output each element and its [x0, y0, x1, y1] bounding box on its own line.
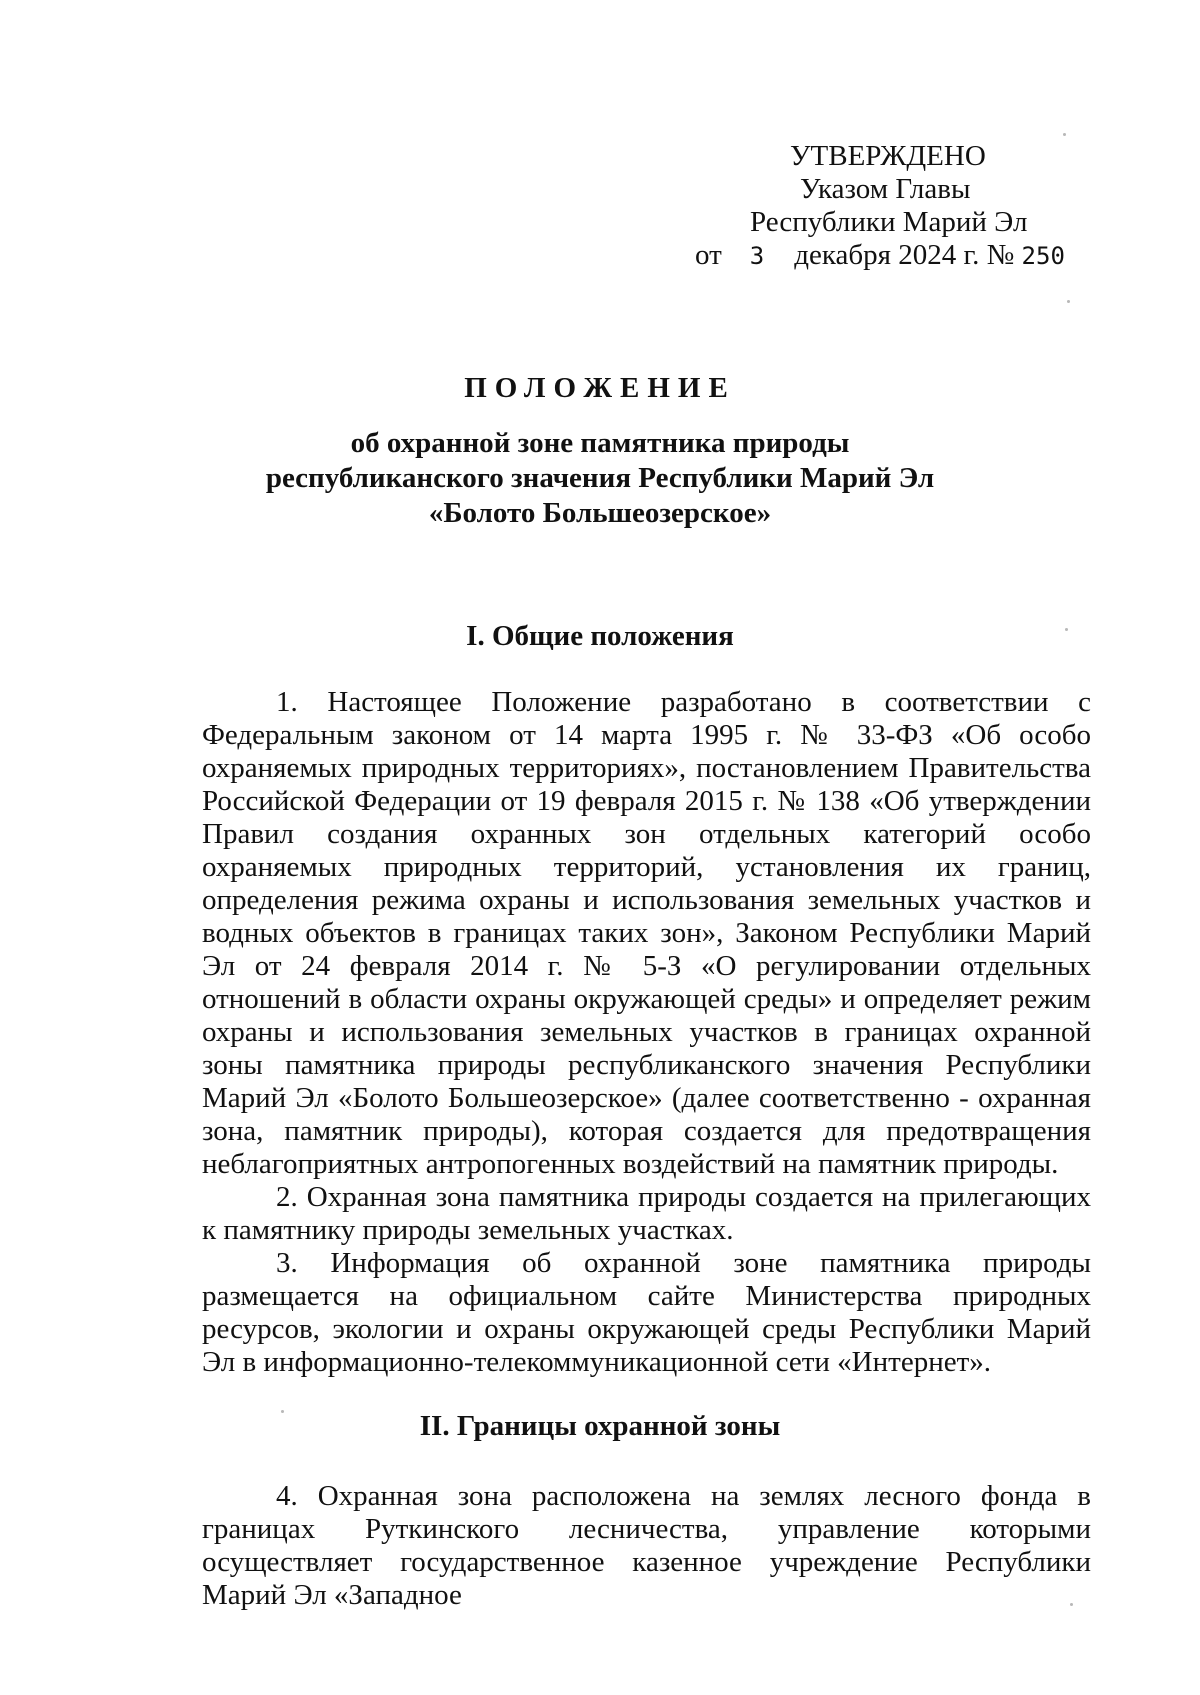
approval-stamp: [680, 140, 1080, 273]
subtitle-line-2: республиканского значения Республики Марий Эл: [265, 462, 935, 494]
section-2-body: [202, 1480, 1091, 1612]
approval-authority: Указом Главы: [800, 173, 971, 205]
scan-speck: [1065, 628, 1068, 631]
approval-date-prefix: от: [695, 239, 722, 271]
section-1-body: [202, 686, 1091, 1379]
section-2-heading: II. Границы охранной зоны: [419, 1410, 781, 1442]
subtitle-line-1: об охранной зоне памятника природы: [350, 427, 850, 459]
scan-speck: [281, 1410, 284, 1413]
document-title: ПОЛОЖЕНИЕ: [464, 372, 736, 404]
section-1-heading: I. Общие положения: [466, 620, 734, 652]
scan-speck: [1070, 1603, 1073, 1606]
approval-day: 3: [749, 242, 765, 270]
approval-title: УТВЕРЖДЕНО: [790, 140, 986, 172]
scan-speck: [1067, 300, 1070, 303]
scan-speck: [1063, 133, 1066, 136]
paragraph-3: 3. Информация об охранной зоне памятника природы размещается на официальном сайте Министерства природных ресурсов, экологии и охраны окружающей среды Республики Марий Эл в информационно-телекоммуникационной сети «Интернет».: [202, 1247, 1091, 1378]
subtitle-line-3: «Болото Большеозерское»: [428, 497, 772, 529]
paragraph-4: 4. Охранная зона расположена на землях лесного фонда в границах Руткинского лесничества, управление которыми осуществляет государственное казенное учреждение Республики Марий Эл «Западное: [202, 1480, 1091, 1611]
document-subtitle: [0, 426, 1200, 531]
approval-number: 250: [1021, 242, 1065, 270]
approval-date-line: [680, 239, 1080, 273]
paragraph-1: 1. Настоящее Положение разработано в соответствии с Федеральным законом от 14 марта 1995 г. № 33-ФЗ «Об особо охраняемых природных территориях», постановлением Правительства Российской Федерации от 19 февраля 2015 г. № 138 «Об утверждении Правил создания охранных зон отдельных категорий особо охраняемых природных территорий, установления их границ, определения режима охраны и использования земельных участков и водных объектов в границах таких зон», Законом Республики Марий Эл от 24 февраля 2014 г. № 5-З «О регулировании отдельных отношений в области охраны окружающей среды» и определяет режим охраны и использования земельных участков в границах охранной зоны памятника природы республиканского значения Республики Марий Эл «Болото Большеозерское» (далее соответственно - охранная зона, памятник природы), которая создается для предотвращения неблагоприятных антропогенных воздействий на памятник природы.: [202, 686, 1091, 1180]
paragraph-2: 2. Охранная зона памятника природы создается на прилегающих к памятнику природы земельных участках.: [202, 1181, 1091, 1246]
approval-republic: Республики Марий Эл: [750, 206, 1028, 238]
approval-date-text: декабря 2024 г. №: [794, 239, 1015, 271]
